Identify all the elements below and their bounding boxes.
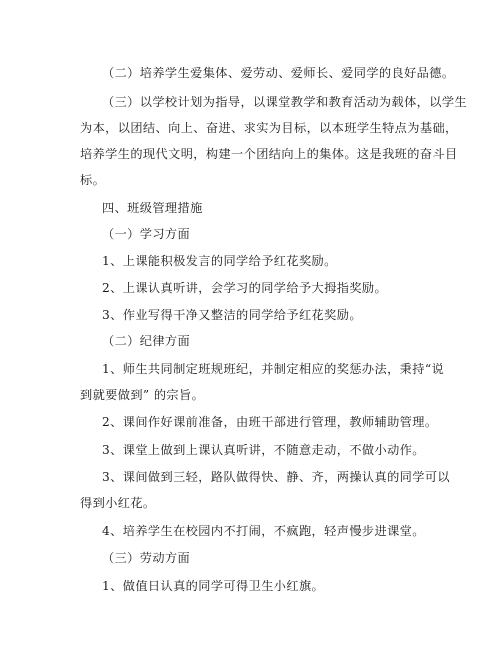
paragraph-line: （三）以学校计划为指导，以课堂教学和教育活动为载体，以学生: [102, 95, 468, 109]
paragraph-line: 3、课间做到三轻，路队做得快、静、齐，两操认真的同学可以: [102, 470, 451, 484]
paragraph-line: 2、上课认真听讲，会学习的同学给予大拇指奖励。: [102, 281, 388, 295]
subsection-heading: （二）纪律方面: [102, 334, 191, 348]
subsection-heading: （一）学习方面: [102, 227, 191, 241]
paragraph-line: 1、师生共同制定班规班纪，并制定相应的奖惩办法，秉持“说: [102, 362, 445, 376]
paragraph-line: 标。: [80, 173, 106, 187]
paragraph-line: 到就要做到” 的宗旨。: [80, 388, 205, 402]
paragraph-line: 培养学生的现代文明，构建一个团结向上的集体。这是我班的奋斗目: [80, 147, 458, 161]
paragraph-line: 2、课间作好课前准备，由班干部进行管理，教师辅助管理。: [102, 415, 438, 429]
paragraph-line: （二）培养学生爱集体、爱劳动、爱师长、爱同学的良好品德。: [102, 66, 455, 80]
subsection-heading: （三）劳动方面: [102, 551, 191, 565]
paragraph-line: 1、上课能积极发言的同学给予红花奖励。: [102, 254, 337, 268]
paragraph-line: 3、作业写得干净又整洁的同学给予红花奖励。: [102, 308, 362, 322]
paragraph-line: 4、培养学生在校园内不打闹，不疯跑，轻声慢步进课堂。: [102, 524, 425, 538]
paragraph-line: 1、做值日认真的同学可得卫生小红旗。: [102, 579, 325, 593]
section-heading: 四、班级管理措施: [102, 201, 203, 215]
paragraph-line: 为本，以团结、向上、奋进、求实为目标，以本班学生特点为基础，: [80, 121, 458, 135]
paragraph-line: 得到小红花。: [80, 496, 156, 510]
paragraph-line: 3、课堂上做到上课认真听讲，不随意走动，不做小动作。: [102, 443, 425, 457]
